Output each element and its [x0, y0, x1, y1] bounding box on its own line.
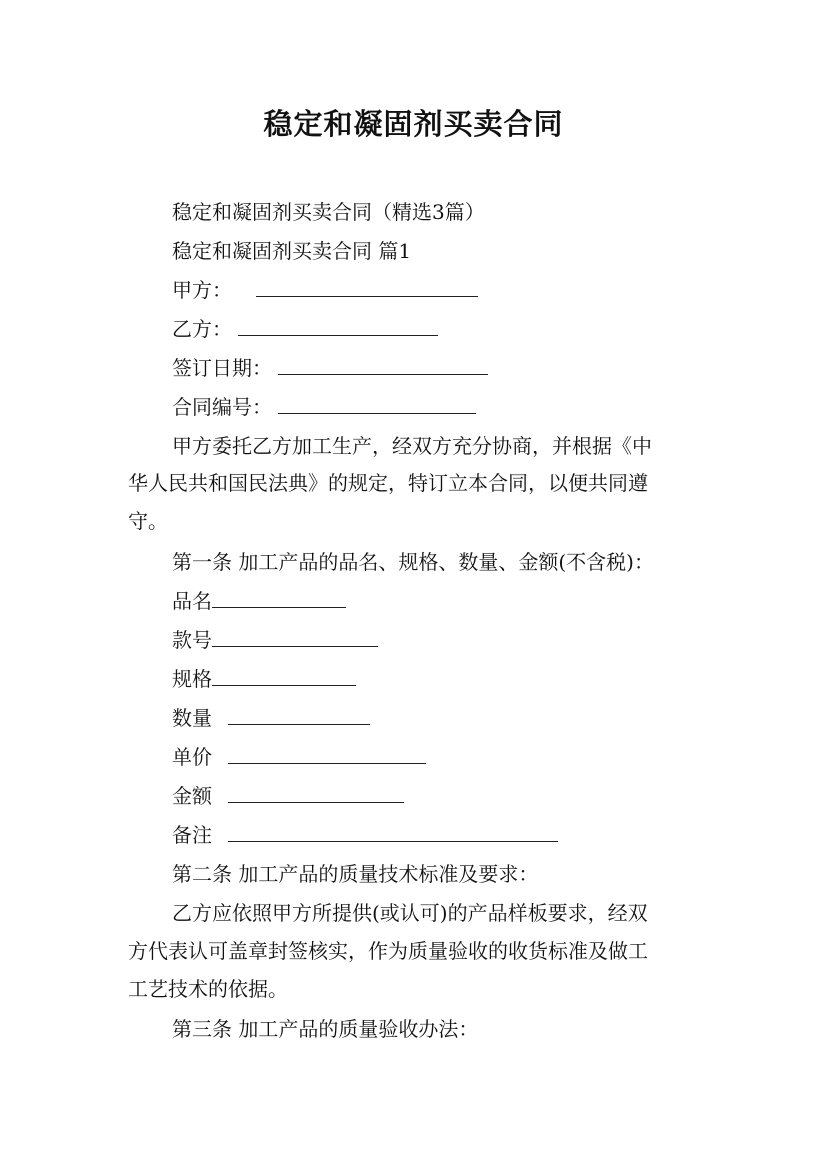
contract-no-line [172, 392, 476, 422]
field-spec-blank [212, 667, 356, 686]
field-name-blank [212, 589, 346, 608]
field-amount-blank [228, 784, 404, 803]
field-amount-label: 金额 [172, 784, 212, 808]
field-amount-line [172, 781, 404, 811]
sign-date-blank [278, 356, 488, 375]
document-title: 稳定和凝固剂买卖合同 [263, 107, 564, 141]
article-2-line-1: 乙方应依照甲方所提供(或认可)的产品样板要求，经双 [172, 901, 648, 925]
field-spec-line [172, 664, 356, 694]
party-b-label: 乙方： [172, 317, 232, 341]
field-note-line [172, 820, 558, 850]
party-b-blank [238, 317, 438, 336]
sign-date-line [172, 353, 488, 383]
article-2-line-3: 工艺技术的依据。 [128, 977, 288, 1001]
article-3-heading: 第三条 加工产品的质量验收办法： [172, 1017, 479, 1041]
field-spec-label: 规格 [172, 667, 212, 691]
field-name-line [172, 586, 346, 616]
field-price-label: 单价 [172, 745, 212, 769]
section-heading: 稳定和凝固剂买卖合同 篇1 [172, 239, 412, 263]
field-model-blank [212, 628, 378, 647]
field-qty-label: 数量 [172, 706, 212, 730]
contract-no-label: 合同编号： [172, 395, 272, 419]
contract-no-blank [278, 395, 476, 414]
article-2-line-2: 方代表认可盖章封签核实，作为质量验收的收货标准及做工 [128, 939, 648, 963]
intro-line-3: 守。 [128, 509, 168, 533]
field-qty-blank [228, 706, 370, 725]
document-subtitle: 稳定和凝固剂买卖合同（精选3篇） [172, 200, 485, 224]
field-note-blank [228, 823, 558, 842]
field-price-line [172, 742, 426, 772]
party-b-line [172, 314, 438, 344]
field-price-blank [228, 745, 426, 764]
article-1-heading: 第一条 加工产品的品名、规格、数量、金额(不含税)： [172, 550, 654, 574]
field-model-label: 款号 [172, 628, 212, 652]
field-name-label: 品名 [172, 589, 212, 613]
intro-line-2: 华人民共和国民法典》的规定，特订立本合同，以便共同遵 [128, 471, 648, 495]
sign-date-label: 签订日期： [172, 356, 272, 380]
party-a-line [172, 275, 478, 305]
field-qty-line [172, 703, 370, 733]
field-model-line [172, 625, 378, 655]
party-a-label: 甲方： [172, 278, 232, 302]
party-a-blank [256, 278, 478, 297]
intro-line-1: 甲方委托乙方加工生产，经双方充分协商，并根据《中 [172, 434, 652, 458]
article-2-heading: 第二条 加工产品的质量技术标准及要求： [172, 862, 539, 886]
field-note-label: 备注 [172, 823, 212, 847]
